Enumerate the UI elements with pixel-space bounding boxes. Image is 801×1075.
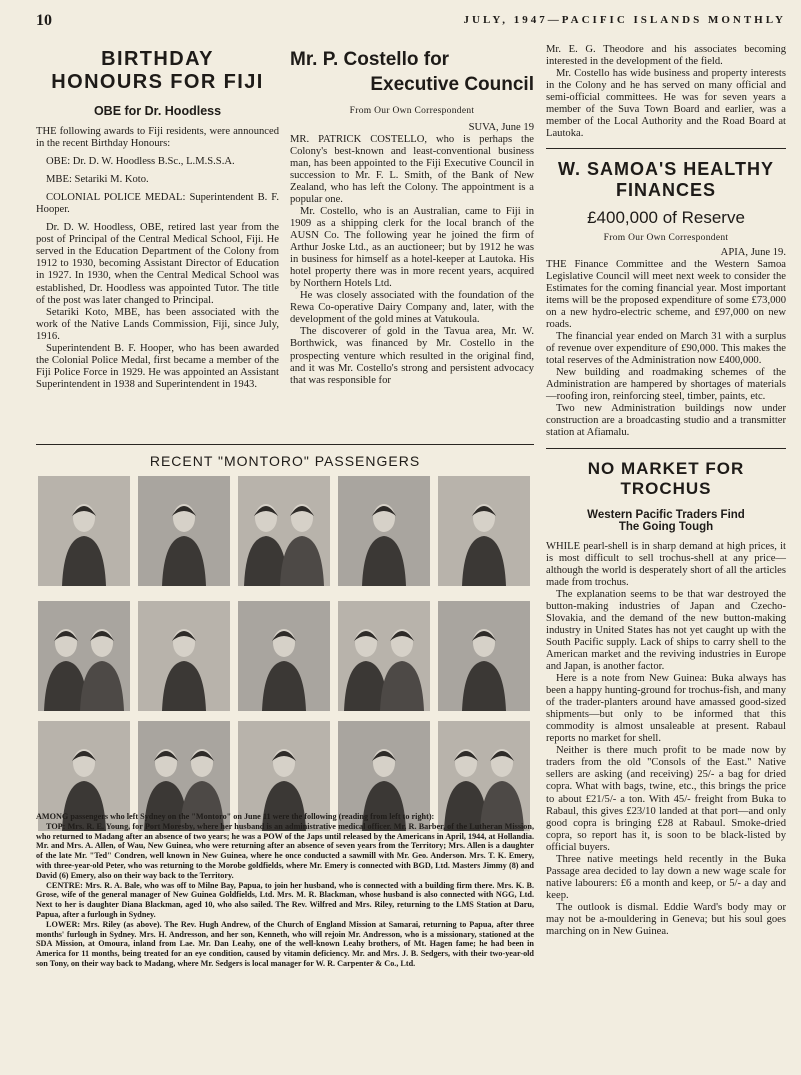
birthday-honours-article [36, 44, 279, 391]
caption-intro: AMONG passengers who left Sydney on the "Montoro" on June 11 were the following (reading from left to right): [36, 812, 435, 821]
birthday-mbe: MBE: Setariki M. Koto. [46, 174, 149, 186]
passenger-photo [238, 476, 330, 586]
passenger-photo [338, 476, 430, 586]
birthday-headline: BIRTHDAY HONOURS FOR FIJI [51, 48, 264, 93]
right-column [546, 44, 786, 938]
costello-para-5: Mr. E. G. Theodore and his associates becoming interested in the development of the field. [546, 44, 786, 68]
birthday-para-2: Setariki Koto, MBE, has been associated with the work of the Native Lands Commission, Fiji, since July, 1916. [36, 306, 279, 342]
samoa-subhead: £400,000 of Reserve [587, 207, 745, 227]
passenger-photo [438, 476, 530, 586]
trochus-para-4: Neither is there much profit to be made now by traders from the old "Consols of the East." Native sellers are asking (and receiving) 25/- a bag for dried copra. What with bags, twine, etc., this brings the price to about £21/5/- a ton. With 45/- freight from Buka to Rabaul, this gives £23/10 landed at that port—and only good copra is bringing £28 at Rabaul. Smoke-dried copra, so report has it, is soon to be black-listed by official buyers. [546, 745, 786, 853]
costello-para-4: The discoverer of gold in the Tavua area, Mr. W. Borthwick, was financed by Mr. Costello in the prospecting venture which resulted in the original find, and it was Mr. Costello's strong and persistent advocacy that was responsible for [290, 326, 534, 386]
section-divider [546, 448, 786, 449]
samoa-para-3: New building and roadmaking schemes of the Administration are hampered by shortages of materials—roofing iron, reinforcing steel, timber, paints, etc. [546, 367, 786, 403]
section-divider [546, 148, 786, 149]
caption-top: TOP: Mrs. R. E. Young, for Port Moresby, where her husband is an administrative medical officer. Mr. R. Barber, of the Lutheran Mission, who returned to Madang after an absence of two years; he was a POW of the Japs until released by the Americans in April, 1944, at Hollandia. Mr. and Mrs. A. Allen, of Wau, New Guinea, who were returning after an absence of seven years from the Territory; Mrs. Allen is a daughter of the late Mr. "Ted" Condren, well known in New Guinea, where he once conducted a sawmill with Mr. Geo. Anderson. Mrs. T. K. Emery, with three-year-old Peter, who was returning to the Morobe goldfields, where Mr. Emery is connected with BGD, Ltd. Masters Jimmy (8) and David (6) Emery, also on their way back to the Territory. [36, 821, 534, 880]
birthday-para-1: Dr. D. W. Hoodless, OBE, retired last year from the post of Principal of the Central Medical School, Fiji. He served in the Education Department of the Colony from 1912 to 1930, becoming Assistant Director of Education in 1927. In 1930, when the Central Medical School was established, Dr. Hoodless was appointed Tutor. The title of the post was later changed to Principal. [36, 222, 279, 306]
trochus-para-2: The explanation seems to be that war destroyed the button-making industries of Japan and Czecho-Slovakia, and the demand of the new button-making industry in United States has not yet caught up with the South Pacific supply. Lack of ships to carry shell to the American market and the reviving industries in Europe and Japan, is another factor. [546, 588, 786, 673]
samoa-para-1: THE Finance Committee and the Western Samoa Legislative Council will meet next week to consider the Estimates for the coming financial year. Most important items will be the proposed expenditure of some £73,000 on a new hydro-electric scheme, and £97,000 on new roads. [546, 258, 786, 330]
costello-headline-line-1: Mr. P. Costello for [290, 49, 450, 70]
birthday-intro: THE following awards to Fiji residents, were announced in the recent Birthday Honours: [36, 126, 279, 150]
costello-dateline: SUVA, June 19 [468, 121, 534, 133]
samoa-dateline: APIA, June 19. [720, 246, 786, 258]
costello-para-6: Mr. Costello has wide business and property interests in the Colony and he has served on many official and semi-official committees. He was for seven years a member of the Suva Town Board and earlier, was a member of the Local Authority and the Road Board at Lautoka. [546, 68, 786, 140]
trochus-para-3: Here is a note from New Guinea: Buka always has been a happy hunting-ground for trochus-fish, and many of the trader-planters around have amassed good-sized shipments—but only to be informed that this commodity is almost unsaleable at present. Rabaul reports no market for shell. [546, 673, 786, 745]
photo-feature-title: RECENT "MONTORO" PASSENGERS [149, 453, 421, 469]
costello-headline-line-2: Executive Council [370, 73, 534, 95]
samoa-para-4: Two new Administration buildings now under construction are a broadcasting studio and a transmitter station at Afiamalu. [546, 403, 786, 439]
costello-byline: From Our Own Correspondent [349, 105, 475, 116]
costello-article [290, 44, 534, 387]
passenger-photo [38, 601, 130, 711]
caption-lower: LOWER: Mrs. Riley (as above). The Rev. Hugh Andrew, of the Church of England Mission at Samarai, returning to Papua, after three months' furlough in Sydney. Mrs. H. Andresson, and her son, Kenneth, who will rejoin Mr. Andresson, who is a missionary, stationed at the SDA Mission, at Omoura, inland from Lae. Mr. Dan Leahy, one of the well-known Leahy brothers, of Mt. Hagen fame; he had been in America for 11 months, being treated for an eye condition, caused by vitamin deficiency. Mr. and Mrs. J. B. Sedgers, with their two-year-old son Tony, on their way back to Madang, where Mr. Sedgers is local manager for W. R. Carpenter & Co., Ltd. [36, 919, 534, 968]
costello-para-2: Mr. Costello, who is an Australian, came to Fiji in 1909 as a shipping clerk for the local branch of the AUSN Co. The following year he joined the firm of Arthur Joske Ltd., as an auctioneer; but by 1912 he was in business for himself as a hotel-keeper at Lautoka. His hotel property there was in more recent years, acquired by Northern Hotels Ltd. [290, 205, 534, 290]
samoa-article [546, 159, 786, 439]
passenger-photo [238, 601, 330, 711]
trochus-subhead: Western Pacific Traders Find The Going Tough [587, 508, 745, 533]
page-number: 10 [36, 12, 52, 29]
birthday-medal: COLONIAL POLICE MEDAL: Superintendent B. F. Hooper. [36, 192, 279, 216]
trochus-para-5: Three native meetings held recently in the Buka Passage area decided to lay down a new wage scale for native labourers: £6 a month and keep, or 5/- a day and keep. [546, 853, 786, 901]
birthday-subhead: OBE for Dr. Hoodless [93, 104, 222, 118]
running-head [36, 12, 786, 34]
passenger-photo [438, 601, 530, 711]
costello-para-3: He was closely associated with the foundation of the Rewa Co-operative Dairy Company and, later, with the development of the gold mines at Vatukoula. [290, 290, 534, 326]
passenger-photo [338, 601, 430, 711]
birthday-obe: OBE: Dr. D. W. Hoodless B.Sc., L.M.S.S.A. [46, 156, 235, 168]
samoa-byline: From Our Own Correspondent [603, 232, 729, 243]
costello-para-1: MR. PATRICK COSTELLO, who is perhaps the Colony's best-known and least-conventional business man, has been appointed to the Fiji Executive Council in succession to Mr. F. L. Smith, of the Bank of New Zealand, who has left the Colony. The appointment is a popular one. [290, 133, 534, 205]
caption-centre: CENTRE: Mrs. R. A. Bale, who was off to Milne Bay, Papua, to join her husband, who is connected with a building firm there. Mrs. K. B. Grose, wife of the general manager of New Guinea Goldfields, Ltd. Mrs. M. R. Blackman, whose husband is also connected with NGG, Ltd. Next to her is daughter Diana Blackman, aged 10, who also sailed. The Rev. Wilfred and Mrs. Riley, returning to the LMS Station at Daru, Papua, after a furlough in Sydney. [36, 880, 534, 919]
trochus-para-6: The outlook is dismal. Eddie Ward's body may or may not be a-mouldering in Geneva; but his soul goes marching on in New Guinea. [546, 901, 786, 938]
birthday-para-3: Superintendent B. F. Hooper, who has been awarded the Colonial Police Medal, first became a member of the Fiji Police Force in 1929. He was appointed an Assistant Superintendent in 1938 and Superintendent in 1943. [36, 342, 279, 390]
samoa-para-2: The financial year ended on March 31 with a surplus of revenue over expenditure of £90,000. This makes the total reserves of the Administration now £400,000. [546, 331, 786, 367]
trochus-para-1: WHILE pearl-shell is in sharp demand at high prices, it is most difficult to sell trochus-shell at any price—although the world is desperately short of all the articles made from trochus. [546, 540, 786, 588]
section-divider [36, 444, 534, 445]
trochus-headline: NO MARKET FOR TROCHUS [587, 459, 745, 498]
trochus-article [546, 459, 786, 938]
publication-title: JULY, 1947—PACIFIC ISLANDS MONTHLY [463, 14, 786, 26]
photo-feature [36, 444, 534, 469]
passenger-photo [138, 601, 230, 711]
passenger-photo [138, 476, 230, 586]
photo-caption [36, 812, 534, 969]
photo-grid [38, 476, 532, 836]
passenger-photo [38, 476, 130, 586]
samoa-headline: W. SAMOA'S HEALTHY FINANCES [558, 159, 774, 201]
